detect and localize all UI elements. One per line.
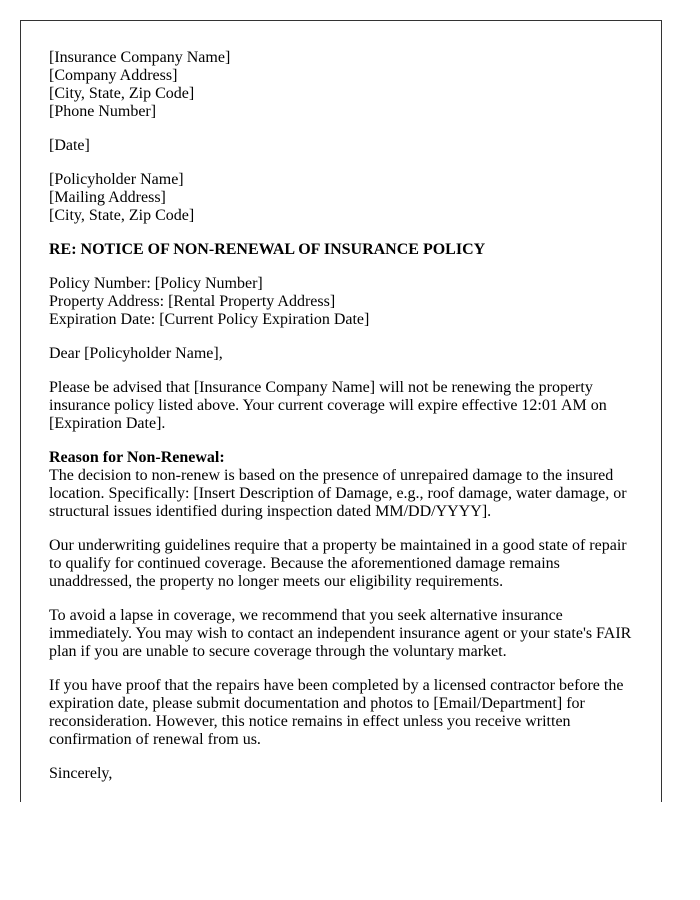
expiration-date: Expiration Date: [Current Policy Expiration Date] <box>49 311 370 328</box>
intro-paragraph: Please be advised that [Insurance Company Name] will not be renewing the property insurance policy listed above. Your current coverage will expire effective 12:01 AM on [Expiration Date]. <box>49 379 607 432</box>
policy-details-block <box>49 275 633 329</box>
recommendation-paragraph: To avoid a lapse in coverage, we recommend that you seek alternative insurance immediately. You may wish to contact an independent insurance agent or your state's FAIR plan if you are unable to secure coverage through the voluntary market. <box>49 607 632 660</box>
closing: Sincerely, <box>49 765 113 782</box>
reconsideration-paragraph: If you have proof that the repairs have been completed by a licensed contractor before the expiration date, please submit documentation and photos to [Email/Department] for reconsideration. However, this notice remains in effect unless you receive written confirmation of renewal from us. <box>49 677 624 748</box>
recipient-mailing-address: [Mailing Address] <box>49 189 166 206</box>
policy-number: Policy Number: [Policy Number] <box>49 275 263 292</box>
sender-company-name: [Insurance Company Name] <box>49 49 231 66</box>
guidelines-paragraph: Our underwriting guidelines require that a property be maintained in a good state of repair to qualify for continued coverage. Because the aforementioned damage remains unaddressed, the property no longer meets our eligibility requirements. <box>49 537 627 590</box>
recipient-city-state-zip: [City, State, Zip Code] <box>49 207 195 224</box>
recipient-address-block <box>49 171 633 225</box>
sender-phone: [Phone Number] <box>49 103 157 120</box>
sender-company-address: [Company Address] <box>49 67 178 84</box>
reason-paragraph: The decision to non-renew is based on the presence of unrepaired damage to the insured location. Specifically: [Insert Description of Damage, e.g., roof damage, water damage, or structural issues identified during inspection dated MM/DD/YYYY]. <box>49 467 627 520</box>
recipient-name: [Policyholder Name] <box>49 171 184 188</box>
sender-address-block <box>49 49 633 121</box>
reason-section <box>49 449 633 521</box>
property-address: Property Address: [Rental Property Address] <box>49 293 336 310</box>
salutation: Dear [Policyholder Name], <box>49 345 223 362</box>
date-block <box>49 137 633 155</box>
letter-page <box>20 20 662 802</box>
reason-heading: Reason for Non-Renewal: <box>49 449 225 466</box>
letter-date: [Date] <box>49 137 90 154</box>
document-viewport <box>20 20 662 802</box>
subject-line: RE: NOTICE OF NON-RENEWAL OF INSURANCE POLICY <box>49 241 486 258</box>
sender-city-state-zip: [City, State, Zip Code] <box>49 85 195 102</box>
